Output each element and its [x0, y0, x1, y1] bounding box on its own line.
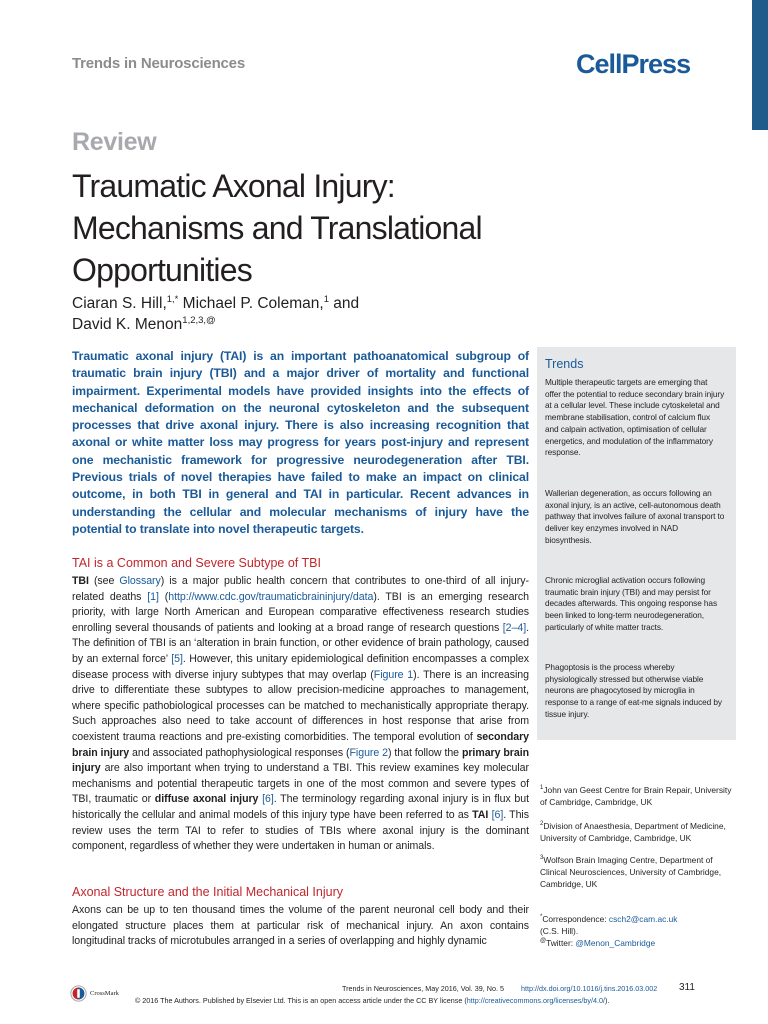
affiliation: [540, 820, 736, 844]
reference-link[interactable]: [5]: [171, 652, 183, 665]
title-line-1: Traumatic Axonal Injury:: [72, 168, 395, 204]
text-run: . The terminology regarding axonal injury is in flux but historically the cellular and animal models of this injury type have been referred to as: [72, 793, 529, 821]
abstract: Traumatic axonal injury (TAI) is an important pathoanatomical subgroup of traumatic brain injury (TBI) and a major driver of mortality and functional impairment. Experimental models have provided insights into the effects of mechanical deformation on the neuronal cytoskeleton and the subsequent processes that drive axonal injury. There is also increasing recognition that axonal or white matter loss may progress for years post-injury and represent one mechanistic framework for progressive neurodegeneration after TBI. Previous trials of novel therapies have failed to make an impact on clinical outcome, in both TBI in general and TAI in particular. Recent advances in understanding the cellular and molecular mechanisms of injury have the potential to translate into novel therapeutic targets.: [72, 349, 529, 536]
text-run: ). TBI is an emerging research priority, with large North American and European comparative effectiveness research studies enrolling several thousands of patients and looking at a broad range of research questions: [72, 590, 529, 634]
license-link[interactable]: http://creativecommons.org/licenses/by/4.0/: [466, 996, 605, 1005]
correspondence-email-link[interactable]: csch2@cam.ac.uk: [608, 914, 678, 924]
section-heading: Axonal Structure and the Initial Mechanical Injury: [72, 885, 343, 899]
correspondence: [540, 913, 736, 949]
page-number: 311: [679, 982, 695, 993]
affiliation-marker: 3: [540, 855, 544, 862]
text-run: . The definition of TBI is an ‘alteration in brain function, or other evidence of brain pathology, caused by an external force’: [72, 621, 529, 665]
correspondence-marker: *: [540, 914, 543, 921]
author-name: David K. Menon: [72, 316, 183, 333]
twitter-handle-link[interactable]: @Menon_Cambridge: [575, 938, 656, 948]
author-list: [72, 293, 552, 335]
correspondence-label: Correspondence:: [542, 914, 609, 924]
crossmark-label: CrossMark: [90, 990, 119, 997]
title-line-2: Mechanisms and Translational: [72, 210, 482, 246]
affiliation-marker: 1: [540, 785, 544, 792]
doi-link[interactable]: http://dx.doi.org/10.1016/j.tins.2016.03.002: [521, 984, 658, 993]
affiliation: [540, 784, 736, 808]
correspondence-name: (C.S. Hill).: [540, 926, 579, 936]
trends-item: Chronic microglial activation occurs following traumatic brain injury (TBI) and may persist for decades afterwards. This ongoing response has been linked to long-term neurodegeneration, particularly of white matter tracts.: [545, 575, 717, 632]
text-run: and associated pathophysiological responses (: [129, 746, 350, 759]
text-run: ). There is an increasing drive to differentiate these subtypes to allow precision-medicine approaches to management, where specific pathobiological processes can be matched to mechanistically appropriate therapy. Such approaches also need to take account of differences in host response that arise from coexistent trauma reactions and pre-existing comorbidities. The temporal evolution of: [72, 668, 529, 743]
glossary-term: TAI: [472, 808, 489, 821]
text-run: are also important when trying to understand a TBI. This review examines key molecular mechanisms and potential therapeutic targets in one of the most common and severe types of TBI, traumatic or: [72, 762, 529, 806]
reference-link[interactable]: [6]: [491, 808, 504, 821]
reference-link[interactable]: [6]: [262, 793, 274, 806]
glossary-term: primary brain injury: [72, 746, 530, 775]
text-run: ) is a major public health concern that contributes to one-third of all injury-related deaths: [72, 575, 529, 603]
trends-item: Multiple therapeutic targets are emerging that offer the potential to reduce secondary brain injury at a cellular level. These include cytoskeletal and membrane stabilisation, control of calcium flux and calpain activation, optimisation of cellular energetics, and modulation of the inflammatory response.: [545, 377, 725, 458]
twitter-label: Twitter:: [546, 938, 576, 948]
license-text: © 2016 The Authors. Published by Elsevier Ltd. This is an open access article under the CC BY license (: [135, 996, 467, 1005]
text-run: (: [158, 590, 169, 603]
glossary-term: secondary brain injury: [72, 730, 529, 759]
reference-link[interactable]: Figure 1: [373, 668, 414, 681]
article-title: [72, 165, 552, 291]
glossary-term: diffuse axonal injury: [154, 793, 259, 806]
license-text-end: ).: [604, 996, 610, 1005]
crossmark-icon[interactable]: [70, 985, 87, 1002]
text-run: (see: [88, 575, 120, 587]
journal-name: Trends in Neurosciences: [72, 55, 245, 72]
reference-link[interactable]: Glossary: [119, 575, 161, 587]
reference-link[interactable]: [2–4]: [502, 621, 527, 634]
author-name: Michael P. Coleman,: [178, 295, 324, 312]
glossary-term: TBI: [72, 575, 89, 587]
trends-item: Phagoptosis is the process whereby physiologically stressed but otherwise viable neurons are phagocytosed by microglia in response to a range of eat-me signals induced by tissue injury.: [545, 662, 722, 719]
article-type: Review: [72, 128, 157, 156]
affiliation-text: Wolfson Brain Imaging Centre, Department of Clinical Neurosciences, University of Cambridge, Cambridge, UK: [540, 855, 722, 889]
author-affiliation-marker: 1,2,3,@: [182, 314, 216, 326]
affiliation-text: Division of Anaesthesia, Department of Medicine, University of Cambridge, Cambridge, UK: [540, 821, 726, 843]
text-run: ) that follow the: [387, 746, 462, 759]
reference-link[interactable]: [1]: [147, 590, 159, 603]
twitter-marker: @: [540, 938, 547, 945]
section-heading: TAI is a Common and Severe Subtype of TBI: [72, 556, 321, 570]
text-run: Axons can be up to ten thousand times the volume of the parent neuronal cell body and their elongated structure places them at particular risk of mechanical injury. An axon contains longitudinal tracks of microtubules arranged in a series of overlapping and highly dynamic: [72, 904, 529, 948]
trends-item: Wallerian degeneration, as occurs following an axonal injury, is an active, cell-autonomous death pathway that involves failure of axonal transport to deliver key enzymes involved in NAD biosynthesis.: [545, 488, 725, 545]
affiliation-marker: 2: [540, 821, 544, 828]
text-run: . However, this unitary epidemiological definition encompasses a complex disease process with diverse injury subtypes that may overlap (: [72, 652, 529, 681]
body-paragraph: [72, 903, 529, 950]
footer-citation: Trends in Neurosciences, May 2016, Vol. 39, No. 5: [342, 984, 504, 993]
text-run: . This review uses the term TAI to refer to studies of TBIs where axonal injury is the dominant component, regardless of whether they were undertaken in human or animals.: [72, 808, 529, 853]
section-edge-tab: [752, 0, 768, 130]
body-paragraph: [72, 574, 529, 855]
author-affiliation-marker: 1: [323, 293, 329, 305]
publisher-logo: CellPress: [576, 49, 691, 79]
reference-link[interactable]: Figure 2: [349, 746, 388, 759]
author-name: Ciaran S. Hill,: [72, 295, 167, 312]
affiliation: [540, 854, 736, 890]
license-notice: [135, 996, 609, 1005]
affiliation-text: John van Geest Centre for Brain Repair, University of Cambridge, Cambridge, UK: [540, 785, 732, 807]
reference-link[interactable]: http://www.cdc.gov/traumaticbraininjury/data: [168, 590, 374, 603]
author-affiliation-marker: 1,*: [166, 293, 179, 305]
trends-title: Trends: [545, 357, 584, 371]
author-conjunction: and: [328, 295, 360, 312]
title-line-3: Opportunities: [72, 252, 252, 288]
